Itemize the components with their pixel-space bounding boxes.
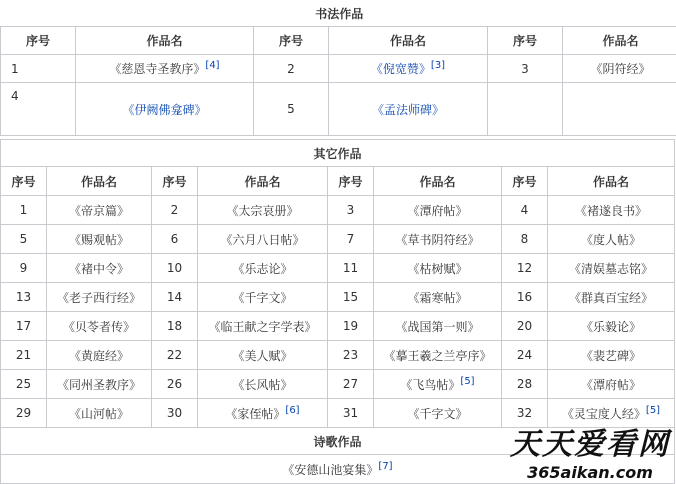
work-name: 《战国第一则》 — [395, 319, 480, 334]
header-cell: 作品名 — [563, 27, 676, 55]
header-cell: 序号 — [1, 27, 76, 55]
work-name-cell — [198, 283, 328, 312]
work-name-cell — [198, 312, 328, 341]
work-name: 《六月八日帖》 — [220, 232, 305, 247]
table-row — [1, 370, 675, 399]
table-row — [1, 83, 676, 136]
work-name-cell — [374, 283, 502, 312]
work-name-cell — [548, 225, 675, 254]
table-row — [1, 196, 675, 225]
work-name-cell — [47, 225, 152, 254]
work-name: 《飞鸟帖》 — [400, 377, 461, 392]
work-name-cell — [374, 312, 502, 341]
row-number: 12 — [502, 254, 548, 283]
row-number: 25 — [1, 370, 47, 399]
work-name: 《同州圣教序》 — [56, 377, 141, 392]
work-name-cell — [548, 399, 675, 428]
work-name-cell — [548, 254, 675, 283]
work-name-cell — [47, 341, 152, 370]
work-name: 《乐志论》 — [232, 261, 293, 276]
row-number: 2 — [254, 55, 329, 83]
work-name: 《褚中令》 — [68, 261, 129, 276]
work-name-cell — [374, 225, 502, 254]
table-row — [1, 55, 676, 83]
work-name: 《潭府帖》 — [581, 377, 642, 392]
row-number: 32 — [502, 399, 548, 428]
table-row — [1, 455, 675, 484]
row-number: 15 — [328, 283, 374, 312]
work-name-cell — [198, 225, 328, 254]
row-number: 5 — [254, 83, 329, 136]
other-works-caption: 其它作品 — [1, 140, 675, 167]
row-number: 1 — [1, 196, 47, 225]
poetry-caption: 诗歌作品 — [1, 428, 675, 455]
row-number: 8 — [502, 225, 548, 254]
row-number: 24 — [502, 341, 548, 370]
row-number: 16 — [502, 283, 548, 312]
row-number: 4 — [1, 83, 76, 136]
work-name-cell — [548, 283, 675, 312]
row-number: 4 — [502, 196, 548, 225]
work-name-cell — [198, 370, 328, 399]
row-number: 9 — [1, 254, 47, 283]
work-name-cell — [374, 196, 502, 225]
work-name: 《黄庭经》 — [68, 348, 129, 363]
table-row — [1, 312, 675, 341]
work-name-cell — [374, 254, 502, 283]
work-name: 《赐观帖》 — [68, 232, 129, 247]
watermark-title: 天天爱看网 — [510, 427, 670, 462]
work-name: 《群真百宝经》 — [569, 290, 654, 305]
row-number: 18 — [152, 312, 198, 341]
row-number: 10 — [152, 254, 198, 283]
work-name: 《临王献之字学表》 — [208, 319, 317, 334]
row-number: 13 — [1, 283, 47, 312]
work-name: 《千字文》 — [407, 406, 468, 421]
work-name: 《太宗哀册》 — [226, 203, 299, 218]
work-name-cell — [47, 312, 152, 341]
work-name: 《贝苓者传》 — [62, 319, 135, 334]
work-name-cell — [563, 55, 676, 83]
row-number: 11 — [328, 254, 374, 283]
header-cell: 作品名 — [76, 27, 254, 55]
work-name: 《枯树赋》 — [407, 261, 468, 276]
row-number: 6 — [152, 225, 198, 254]
header-cell: 序号 — [502, 167, 548, 196]
row-number: 22 — [152, 341, 198, 370]
work-name-cell — [374, 370, 502, 399]
work-name-cell — [47, 399, 152, 428]
watermark-url: 365aikan.com — [527, 463, 653, 482]
header-cell: 序号 — [328, 167, 374, 196]
row-number: 2 — [152, 196, 198, 225]
row-number: 19 — [328, 312, 374, 341]
work-name-cell — [329, 55, 488, 83]
row-number: 17 — [1, 312, 47, 341]
header-cell: 作品名 — [198, 167, 328, 196]
work-name: 《草书阴符经》 — [395, 232, 480, 247]
row-number: 1 — [1, 55, 76, 83]
empty-cell — [488, 83, 563, 136]
table-row — [1, 254, 675, 283]
work-name: 《乐毅论》 — [581, 319, 642, 334]
row-number: 14 — [152, 283, 198, 312]
work-name-cell — [198, 399, 328, 428]
poetry-work: 《安德山池宴集》 — [282, 462, 379, 477]
row-number: 21 — [1, 341, 47, 370]
work-link[interactable]: 《孟法师碑》 — [371, 102, 444, 117]
header-cell: 序号 — [254, 27, 329, 55]
header-cell: 作品名 — [47, 167, 152, 196]
row-number: 3 — [488, 55, 563, 83]
work-name: 《帝京篇》 — [68, 203, 129, 218]
table-row — [1, 341, 675, 370]
calligraphy-caption: 书法作品 — [1, 0, 676, 27]
header-cell: 作品名 — [329, 27, 488, 55]
work-name-cell — [76, 83, 254, 136]
row-number: 30 — [152, 399, 198, 428]
work-name: 《千字文》 — [232, 290, 293, 305]
work-name: 《长风帖》 — [232, 377, 293, 392]
work-name-cell — [76, 55, 254, 83]
work-name-cell — [47, 283, 152, 312]
work-name-cell — [329, 83, 488, 136]
work-name-cell — [548, 312, 675, 341]
header-cell: 序号 — [1, 167, 47, 196]
table-row — [1, 399, 675, 428]
work-name-cell — [47, 370, 152, 399]
calligraphy-table — [0, 0, 676, 136]
work-name-cell — [198, 341, 328, 370]
reference-link[interactable]: [7] — [378, 460, 393, 472]
header-cell: 作品名 — [548, 167, 675, 196]
other-works-table — [0, 139, 675, 484]
work-name: 《慈恩寺圣教序》 — [109, 62, 206, 76]
row-number: 20 — [502, 312, 548, 341]
work-name-cell — [374, 341, 502, 370]
row-number: 23 — [328, 341, 374, 370]
header-cell: 序号 — [152, 167, 198, 196]
work-name: 《阴符经》 — [590, 62, 651, 76]
row-number: 28 — [502, 370, 548, 399]
reference-link[interactable]: [5] — [460, 375, 475, 387]
row-number: 5 — [1, 225, 47, 254]
work-name: 《潭府帖》 — [407, 203, 468, 218]
work-name: 《褚遂良书》 — [575, 203, 648, 218]
work-name: 《度人帖》 — [581, 232, 642, 247]
work-name-cell — [548, 370, 675, 399]
table-row — [1, 225, 675, 254]
work-name: 《山河帖》 — [68, 406, 129, 421]
work-link[interactable]: 《倪宽赞》 — [370, 62, 431, 76]
work-name: 《灵宝度人经》 — [561, 406, 646, 421]
work-name-cell — [198, 254, 328, 283]
work-name-cell — [548, 196, 675, 225]
work-name: 《裴艺碑》 — [581, 348, 642, 363]
work-name: 《摹王羲之兰亭序》 — [383, 348, 492, 363]
row-number: 7 — [328, 225, 374, 254]
header-cell: 作品名 — [374, 167, 502, 196]
reference-link[interactable]: [5] — [645, 404, 661, 416]
reference-link[interactable]: [4] — [205, 60, 220, 71]
header-cell: 序号 — [488, 27, 563, 55]
empty-cell — [563, 83, 676, 136]
row-number: 31 — [328, 399, 374, 428]
work-name-cell — [47, 196, 152, 225]
row-number: 27 — [328, 370, 374, 399]
work-name-cell — [47, 254, 152, 283]
work-name-cell — [548, 341, 675, 370]
reference-link[interactable]: [6] — [285, 404, 300, 416]
work-name-cell — [198, 196, 328, 225]
table-row — [1, 283, 675, 312]
work-name: 《霜寒帖》 — [407, 290, 468, 305]
row-number: 3 — [328, 196, 374, 225]
work-name: 《清娱墓志铭》 — [569, 261, 654, 276]
work-name-cell — [374, 399, 502, 428]
reference-link[interactable]: [3] — [430, 60, 446, 71]
poetry-cell — [1, 455, 675, 484]
work-link[interactable]: 《伊阙佛龛碑》 — [122, 102, 207, 117]
work-name: 《老子西行经》 — [56, 290, 141, 305]
row-number: 26 — [152, 370, 198, 399]
row-number: 29 — [1, 399, 47, 428]
work-name: 《美人赋》 — [232, 348, 293, 363]
work-name: 《家侄帖》 — [225, 406, 286, 421]
